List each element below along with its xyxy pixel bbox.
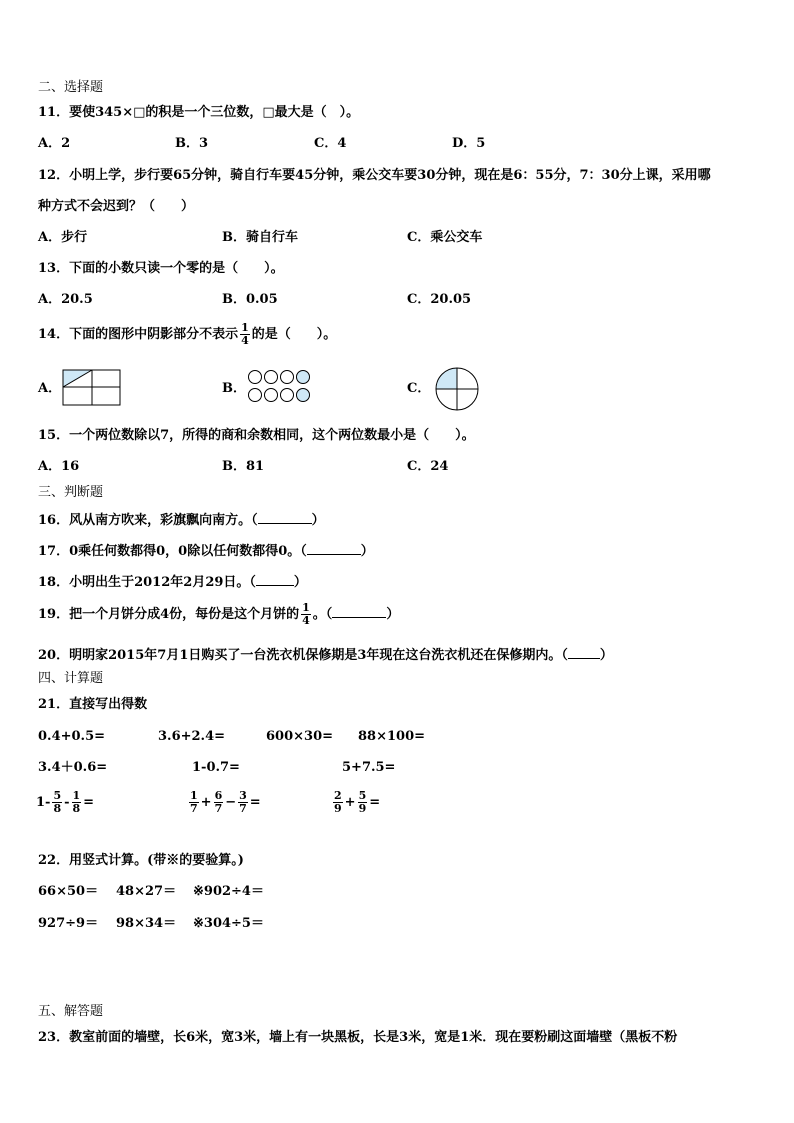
q22-item: 98×34＝ (116, 916, 177, 931)
question-21-title: 21．直接写出得数 (38, 697, 148, 712)
q21-item: 88×100= (358, 729, 426, 744)
q15-option-b: B．81 (222, 459, 265, 474)
question-12-line-1: 12．小明上学，步行要65分钟，骑自行车要45分钟，乘公交车要30分钟，现在是6：55分，7：30分上课，采用哪 (38, 168, 711, 183)
question-22-title: 22．用竖式计算。(带※的要验算。) (38, 853, 244, 868)
q19-frac-numerator: 1 (302, 601, 310, 614)
q21-f1-d1: 8 (53, 802, 62, 815)
question-14 (38, 322, 336, 347)
q21-f1-lead: 1- (36, 795, 51, 810)
q21-f2-op1: + (200, 795, 212, 810)
q21-f2-n3: 3 (239, 789, 247, 802)
q16-close: ） (311, 513, 325, 528)
q18-close: ） (293, 575, 307, 590)
q20-text: 20．明明家2015年7月1日购买了一台洗衣机保修期是3年现在这台洗衣机还在保修期内。（ (38, 648, 568, 663)
q21-item: 0.4+0.5= (38, 729, 106, 744)
q20-answer-blank[interactable] (568, 646, 600, 659)
q21-fraction-expression-3 (331, 790, 380, 815)
q21-f3-d2: 9 (358, 802, 367, 815)
q15-option-a: A．16 (38, 459, 80, 474)
q21-f1-op: - (64, 795, 70, 810)
q14-fraction (240, 322, 250, 347)
q19-text: 19．把一个月饼分成4份，每份是这个月饼的 (38, 607, 300, 622)
q18-answer-blank[interactable] (256, 573, 294, 586)
q21-f2-d2: 7 (214, 802, 223, 815)
q19-frac-denominator: 4 (302, 614, 310, 627)
q17-text: 17．0乘任何数都得0，0除以任何数都得0。（ (38, 544, 307, 559)
q21-fraction-expression-2 (187, 790, 261, 815)
q21-f2-n1: 1 (190, 789, 198, 802)
q15-option-c: C．24 (407, 459, 449, 474)
q12-option-b: B．骑自行车 (222, 230, 298, 245)
q11-option-d: D．5 (452, 136, 486, 151)
q21-f2-n2: 6 (214, 789, 223, 802)
q19-close: ） (386, 607, 400, 622)
q21-fraction-expression-1 (36, 790, 94, 815)
q14-frac-numerator: 1 (241, 321, 249, 334)
q11-option-b: B．3 (175, 136, 209, 151)
question-15: 15．一个两位数除以7，所得的商和余数相同，这个两位数最小是（ ）。 (38, 428, 475, 443)
q21-f1-d2: 8 (72, 802, 81, 815)
q21-f1-n2: 1 (72, 789, 81, 802)
q16-text: 16．风从南方吹来，彩旗飘向南方。（ (38, 513, 258, 528)
question-19 (38, 602, 399, 627)
q16-answer-blank[interactable] (258, 511, 312, 524)
question-16 (38, 511, 325, 529)
q21-f3-n1: 2 (334, 789, 342, 802)
q21-f3-n2: 5 (358, 789, 367, 802)
q11-option-c: C．4 (314, 136, 347, 151)
q14-label-b: B． (222, 381, 246, 396)
q14-frac-denominator: 4 (241, 334, 249, 347)
q19-fraction (301, 602, 311, 627)
q21-item: 1-0.7= (192, 760, 240, 775)
q21-f3-eq: = (369, 795, 381, 810)
question-13: 13．下面的小数只读一个零的是（ ）。 (38, 261, 284, 276)
q17-close: ） (360, 544, 374, 559)
q21-f2-eq: = (249, 795, 261, 810)
question-20 (38, 646, 613, 664)
q21-f2-op2: − (225, 795, 237, 810)
q13-option-c: C．20.05 (407, 292, 472, 307)
q19-answer-blank[interactable] (332, 605, 386, 618)
q21-item: 3.6+2.4= (158, 729, 226, 744)
q17-answer-blank[interactable] (307, 542, 361, 555)
section-judge-heading: 三、判断题 (38, 485, 104, 500)
q21-f1-n1: 5 (53, 789, 62, 802)
q13-option-a: A．20.5 (38, 292, 93, 307)
q21-f3-op: + (344, 795, 356, 810)
q14-figure-c-circle (434, 366, 480, 412)
question-18 (38, 573, 307, 591)
q13-option-b: B．0.05 (222, 292, 278, 307)
q21-f1-eq: = (83, 795, 95, 810)
q14-figure-b-circles (246, 368, 316, 404)
q12-option-c: C．乘公交车 (407, 230, 483, 245)
q14-label-a: A． (38, 381, 62, 396)
q21-item: 5+7.5= (342, 760, 396, 775)
q14-figure-a-rectangle (62, 369, 122, 407)
question-23: 23．教室前面的墙壁，长6米，宽3米，墙上有一块黑板，长是3米，宽是1米．现在要粉刷这面墙壁（黑板不粉 (38, 1030, 678, 1045)
q22-item: 927÷9＝ (38, 916, 99, 931)
question-12-line-2: 种方式不会迟到？（ ） (38, 199, 195, 214)
section-answer-heading: 五、解答题 (38, 1004, 104, 1019)
q14-label-c: C． (407, 381, 431, 396)
section-calc-heading: 四、计算题 (38, 671, 104, 686)
q11-option-a: A．2 (38, 136, 71, 151)
q22-item: 66×50＝ (38, 884, 99, 899)
q21-item: 600×30= (266, 729, 334, 744)
q21-f2-d3: 7 (239, 802, 247, 815)
q21-item: 3.4＋0.6= (38, 760, 108, 775)
q22-item: 48×27＝ (116, 884, 177, 899)
question-11: 11．要使345×□的积是一个三位数，□最大是（ ）。 (38, 105, 360, 120)
q22-item: ※304÷5＝ (193, 916, 264, 931)
q18-text: 18．小明出生于2012年2月29日。（ (38, 575, 256, 590)
q20-close: ） (599, 648, 613, 663)
q21-f2-d1: 7 (190, 802, 198, 815)
q12-option-a: A．步行 (38, 230, 88, 245)
section-choice-heading: 二、选择题 (38, 80, 104, 95)
q22-item: ※902÷4＝ (193, 884, 264, 899)
q14-prefix: 14．下面的图形中阴影部分不表示 (38, 327, 239, 342)
q14-suffix: 的是（ ）。 (251, 327, 337, 342)
question-17 (38, 542, 374, 560)
q21-f3-d1: 9 (334, 802, 342, 815)
q19-mid: 。（ (312, 607, 333, 622)
